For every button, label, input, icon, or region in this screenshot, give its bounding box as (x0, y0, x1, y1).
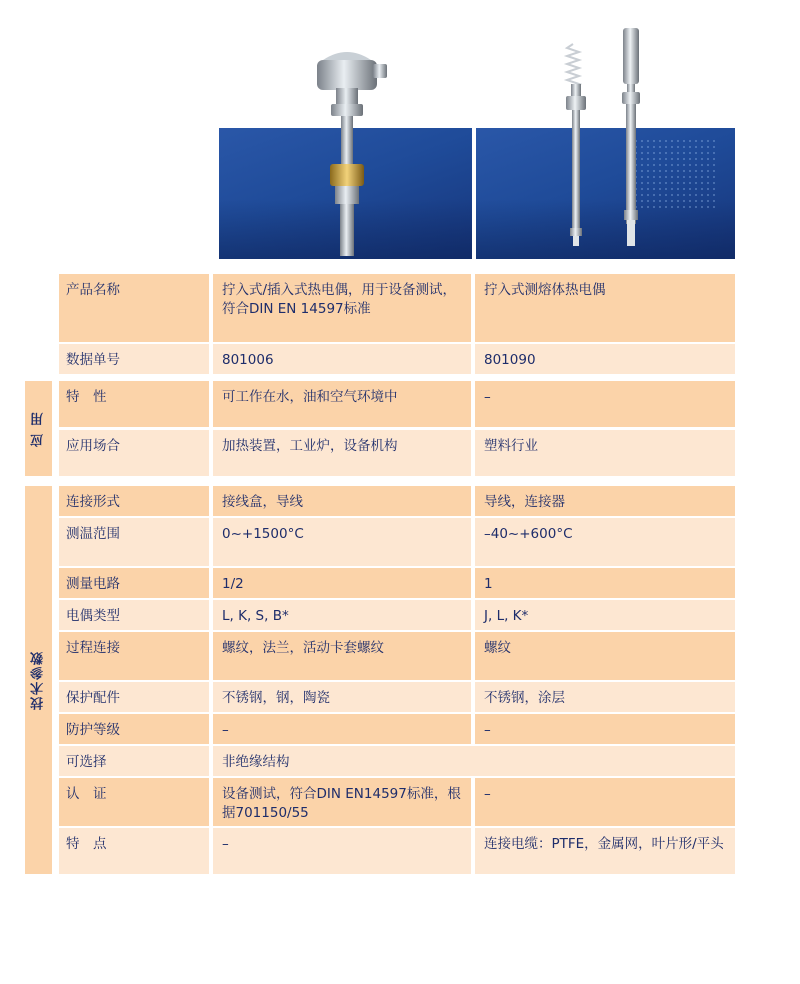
table-row-options (59, 746, 735, 776)
col1-value: 接线盒，导线 (213, 486, 471, 516)
table-row-product (59, 274, 735, 342)
row-label: 防护等级 (59, 714, 209, 744)
row-label: 测温范围 (59, 518, 209, 566)
row-label: 特 性 (59, 381, 209, 427)
table-row-approval (59, 778, 735, 826)
col2-value: 导线，连接器 (475, 486, 735, 516)
row-label: 过程连接 (59, 632, 209, 680)
product-image-thermocouple-head (219, 0, 472, 259)
table-row-circuits (59, 568, 735, 598)
row-label: 连接形式 (59, 486, 209, 516)
col2-value: – (475, 778, 735, 826)
row-label: 数据单号 (59, 344, 209, 374)
col1-value: – (213, 828, 471, 874)
thermocouple-head-illustration (219, 0, 472, 259)
table-row-datasheet (59, 344, 735, 374)
col1-value: 可工作在水，油和空气环境中 (213, 381, 471, 427)
table-row-type (59, 600, 735, 630)
table-row-application (59, 430, 735, 476)
row-label: 产品名称 (59, 274, 209, 342)
col2-value: 1 (475, 568, 735, 598)
col1-value: 设备测试，符合DIN EN14597标准，根据701150/55 (213, 778, 471, 826)
table-row-characteristic (59, 381, 735, 427)
melt-thermocouple-illustration (476, 0, 735, 259)
table-row-ip (59, 714, 735, 744)
col2-value: 801090 (475, 344, 735, 374)
col2-value: J, L, K* (475, 600, 735, 630)
row-label: 测量电路 (59, 568, 209, 598)
row-label: 可选择 (59, 746, 209, 776)
row-label: 电偶类型 (59, 600, 209, 630)
product-image-melt-thermocouple (476, 0, 735, 259)
col1-value: – (213, 714, 471, 744)
side-label-technical: 技术参数 (25, 486, 52, 874)
col1-value: 801006 (213, 344, 471, 374)
col2-value: 螺纹 (475, 632, 735, 680)
table-row-connection (59, 486, 735, 516)
table-row-features (59, 828, 735, 874)
col2-value: –40~+600°C (475, 518, 735, 566)
col1-value: 加热装置，工业炉，设备机构 (213, 430, 471, 476)
col2-value: – (475, 381, 735, 427)
table-row-protection (59, 682, 735, 712)
col1-value: 1/2 (213, 568, 471, 598)
col2-value: 塑料行业 (475, 430, 735, 476)
row-label: 认 证 (59, 778, 209, 826)
table-row-process (59, 632, 735, 680)
row-label: 特 点 (59, 828, 209, 874)
col2-value: 拧入式测熔体热电偶 (475, 274, 735, 342)
merged-value: 非绝缘结构 (213, 746, 735, 776)
col2-value: 连接电缆：PTFE，金属网，叶片形/平头 (475, 828, 735, 874)
table-row-range (59, 518, 735, 566)
col2-value: – (475, 714, 735, 744)
side-label-application: 应 用 (25, 381, 52, 476)
col2-value: 不锈钢，涂层 (475, 682, 735, 712)
col1-value: 0~+1500°C (213, 518, 471, 566)
col1-value: 拧入式/插入式热电偶，用于设备测试，符合DIN EN 14597标准 (213, 274, 471, 342)
row-label: 保护配件 (59, 682, 209, 712)
col1-value: 螺纹，法兰，活动卡套螺纹 (213, 632, 471, 680)
row-label: 应用场合 (59, 430, 209, 476)
col1-value: L, K, S, B* (213, 600, 471, 630)
col1-value: 不锈钢，钢，陶瓷 (213, 682, 471, 712)
